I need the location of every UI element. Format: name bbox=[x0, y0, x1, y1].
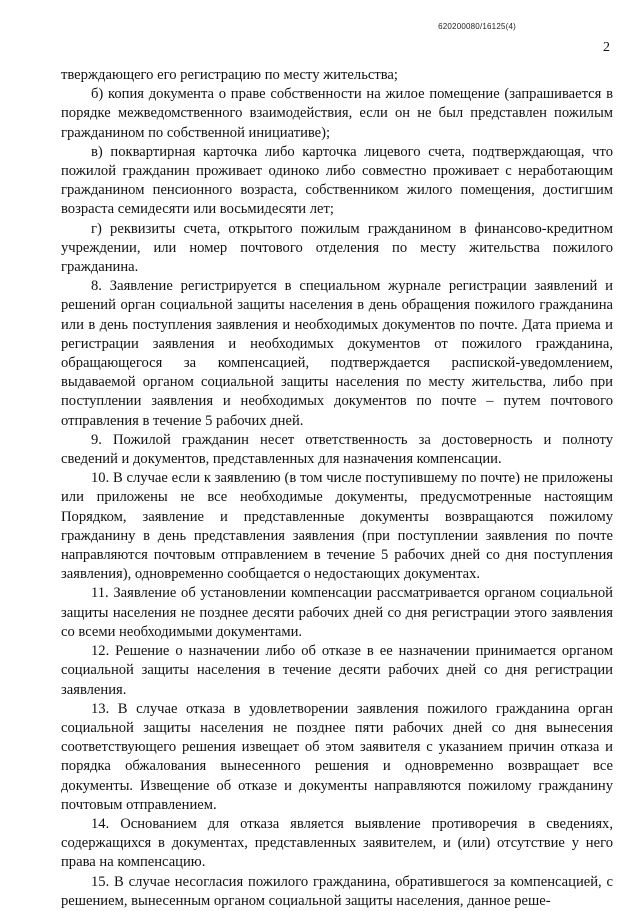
paragraph-15: 15. В случае несогласия пожилого гражданина, обратившегося за компенсацией, с решением, вынесенным органом социальной защиты населения, данное реше- bbox=[61, 873, 613, 909]
paragraph-9: 9. Пожилой гражданин несет ответственность за достоверность и полноту сведений и документов, представленных для назначения компенсации. bbox=[61, 431, 613, 468]
document-code: 620200080/16125(4) bbox=[438, 22, 516, 31]
paragraph-13: 13. В случае отказа в удовлетворении заявления пожилого гражданина орган социальной защиты населения не позднее пяти рабочих дней со дня вынесения соответствующего решения извещает об этом заявителя с указанием причин отказа и порядка обжалования вынесенного решения и одновременно возвращает все документы. Извещение об отказе и документы направляются пожилому гражданину почтовым отправлением. bbox=[61, 700, 613, 813]
paragraph-11: 11. Заявление об установлении компенсации рассматривается органом социальной защиты населения не позднее десяти рабочих дней со дня регистрации этого заявления со всеми необходимыми документами. bbox=[61, 585, 613, 640]
paragraph-item-v: в) поквартирная карточка либо карточка лицевого счета, подтверждающая, что пожилой гражданин проживает одиноко либо совместно проживает с неработающим гражданином пенсионного возраста, собственником жилого помещения, достигшим возраста семидесяти или восьмидесяти лет; bbox=[61, 143, 613, 218]
paragraph-continuation: тверждающего его регистрацию по месту жительства; bbox=[61, 67, 398, 83]
paragraph-14: 14. Основанием для отказа является выявление противоречия в сведениях, содержащихся в документах, представленных заявителем, и (или) отсутствие у него права на компенсацию. bbox=[61, 815, 613, 871]
paragraph-8: 8. Заявление регистрируется в специальном журнале регистрации заявлений и решений орган социальной защиты населения в день обращения пожилого гражданина или в день поступления заявления и необходимых документов по почте. Дата приема и регистрации заявления и необходимых документов от пожилого гражданина, обращающегося за компенсацией, подтверждается распиской-уведомлением, выдаваемой органом социальной защиты населения по месту жительства, либо при поступлении заявления и необходимых документов по почте – путем почтового отправления в течение 5 рабочих дней. bbox=[61, 278, 613, 429]
page-number: 2 bbox=[603, 40, 610, 55]
document-body bbox=[61, 66, 613, 911]
paragraph-10: 10. В случае если к заявлению (в том числе поступившему по почте) не приложены или приложены не все необходимые документы, предусмотренные настоящим Порядком, заявление и представленные документы возвращаются пожилому гражданину в день представления заявления (при поступлении заявления по почте направляются почтовым отправлением в течение 5 рабочих дней со дня поступления заявления), одновременно сообщается о недостающих документах. bbox=[61, 470, 613, 583]
paragraph-item-g: г) реквизиты счета, открытого пожилым гражданином в финансово-кредитном учреждении, или номер почтового отделения по месту жительства пожилого гражданина. bbox=[61, 220, 613, 276]
paragraph-12: 12. Решение о назначении либо об отказе в ее назначении принимается органом социальной защиты населения в течение десяти рабочих дней со дня регистрации заявления. bbox=[61, 643, 613, 698]
paragraph-item-b: б) копия документа о праве собственности на жилое помещение (запрашивается в порядке межведомственного взаимодействия, если он не был представлен пожилым гражданином по собственной инициативе); bbox=[61, 86, 613, 141]
